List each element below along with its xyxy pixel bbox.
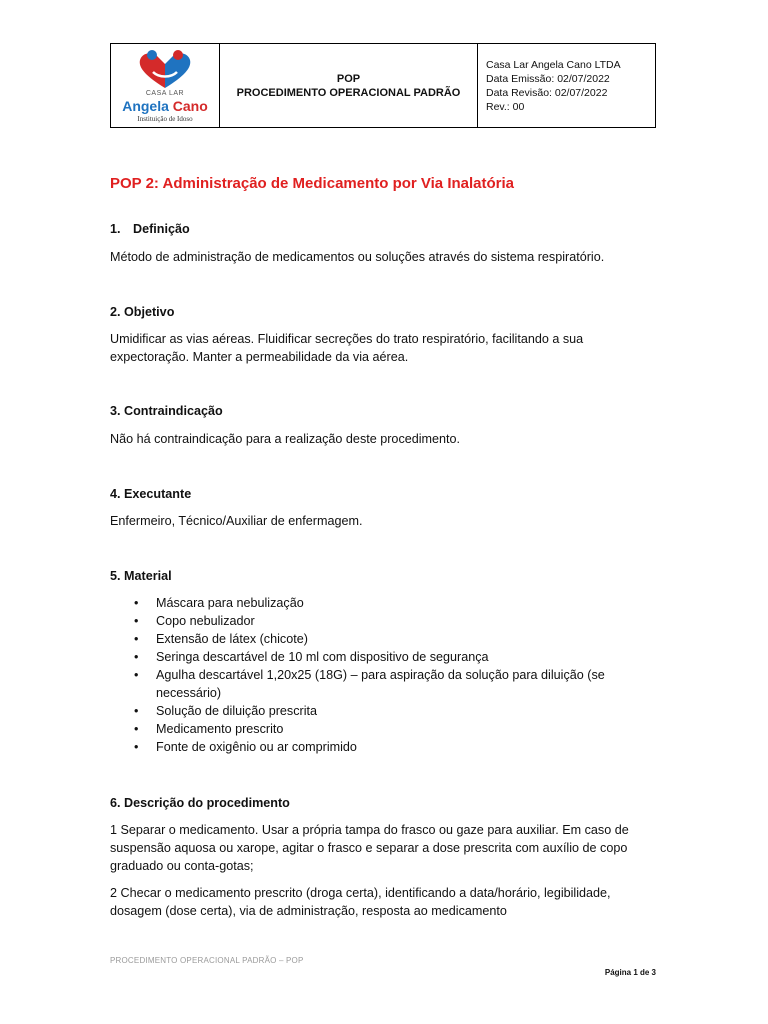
material-item: • Máscara para nebulização: [134, 596, 304, 610]
section-5-heading: 5. Material: [110, 569, 172, 583]
material-list-container: [110, 594, 658, 756]
bullet-icon: •: [134, 722, 139, 736]
material-item: • Extensão de látex (chicote): [134, 632, 308, 646]
section-1-title: Definição: [133, 222, 190, 236]
section-4-heading: 4. Executante: [110, 487, 192, 501]
bullet-icon: •: [134, 740, 139, 754]
document-title: POP 2: Administração de Medicamento por Via Inalatória: [110, 175, 515, 192]
bullet-icon: •: [134, 632, 139, 646]
bullet-icon: •: [134, 668, 139, 682]
section-4-body: Enfermeiro, Técnico/Auxiliar de enfermagem.: [110, 514, 363, 528]
procedure-step-2: [110, 884, 658, 920]
logo-org-text: CASA LAR: [145, 90, 185, 97]
bullet-icon: •: [134, 704, 139, 718]
section-2-line-2: expectoração. Manter a permeabilidade da via aérea.: [110, 350, 409, 364]
header-issue-date: Data Emissão: 02/07/2022: [486, 73, 610, 85]
section-1-number: 1.: [110, 222, 121, 236]
logo-subtitle: Instituição de Idoso: [137, 115, 193, 123]
header-doc-type: PROCEDIMENTO OPERACIONAL PADRÃO: [236, 86, 461, 99]
procedure-step-1: [110, 821, 658, 875]
bullet-icon: •: [134, 650, 139, 664]
material-item: • Copo nebulizador: [134, 614, 255, 628]
step-1-line-2: suspensão aquosa ou xarope, agitar o frasco e separar a dose prescrita com auxílio de copo: [110, 841, 628, 855]
step-1-line-3: graduado ou conta-gotas;: [110, 859, 254, 873]
step-2-line-2: dosagem (dose certa), via de administração, resposta ao medicamento: [110, 904, 507, 918]
section-2-heading: 2. Objetivo: [110, 305, 175, 319]
document-header: [110, 43, 656, 128]
logo-name-part2: Cano: [172, 98, 208, 114]
material-item: • Solução de diluição prescrita: [134, 704, 318, 718]
header-revision: Rev.: 00: [486, 101, 525, 113]
logo-heart-icon: [111, 44, 219, 92]
section-2-body: [110, 330, 658, 366]
section-3-body: Não há contraindicação para a realização deste procedimento.: [110, 432, 461, 446]
section-1-heading: [110, 220, 658, 238]
step-1-line-1: 1 Separar o medicamento. Usar a própria tampa do frasco ou gaze para auxiliar. Em caso de: [110, 823, 629, 837]
header-info: [478, 44, 655, 127]
bullet-icon: •: [134, 596, 139, 610]
footer-doc-label: PROCEDIMENTO OPERACIONAL PADRÃO – POP: [110, 956, 304, 965]
logo-name-part1: Angela: [122, 98, 169, 114]
material-item: • Seringa descartável de 10 ml com dispositivo de segurança: [134, 650, 489, 664]
material-item: • Agulha descartável 1,20x25 (18G) – para aspiração da solução para diluição (se: [134, 668, 605, 682]
header-center: [220, 44, 478, 127]
step-2-line-1: 2 Checar o medicamento prescrito (droga certa), identificando a data/horário, legibilidade,: [110, 886, 611, 900]
bullet-icon: •: [134, 614, 139, 628]
section-3-heading: 3. Contraindicação: [110, 404, 223, 418]
section-6-heading: 6. Descrição do procedimento: [110, 796, 290, 810]
material-item-continuation: necessário): [156, 686, 222, 700]
header-company: Casa Lar Angela Cano LTDA: [486, 59, 621, 71]
section-1-body: Método de administração de medicamentos ou soluções através do sistema respiratório.: [110, 250, 605, 264]
material-item: • Medicamento prescrito: [134, 722, 284, 736]
logo-name: [111, 98, 219, 114]
header-revision-date: Data Revisão: 02/07/2022: [486, 87, 608, 99]
page-number: Página 1 de 3: [604, 968, 656, 977]
material-list: [110, 594, 658, 756]
logo: [111, 44, 220, 127]
header-pop-label: POP: [336, 72, 361, 85]
material-item: • Fonte de oxigênio ou ar comprimido: [134, 740, 357, 754]
section-2-line-1: Umidificar as vias aéreas. Fluidificar secreções do trato respiratório, facilitando a sua: [110, 332, 584, 346]
